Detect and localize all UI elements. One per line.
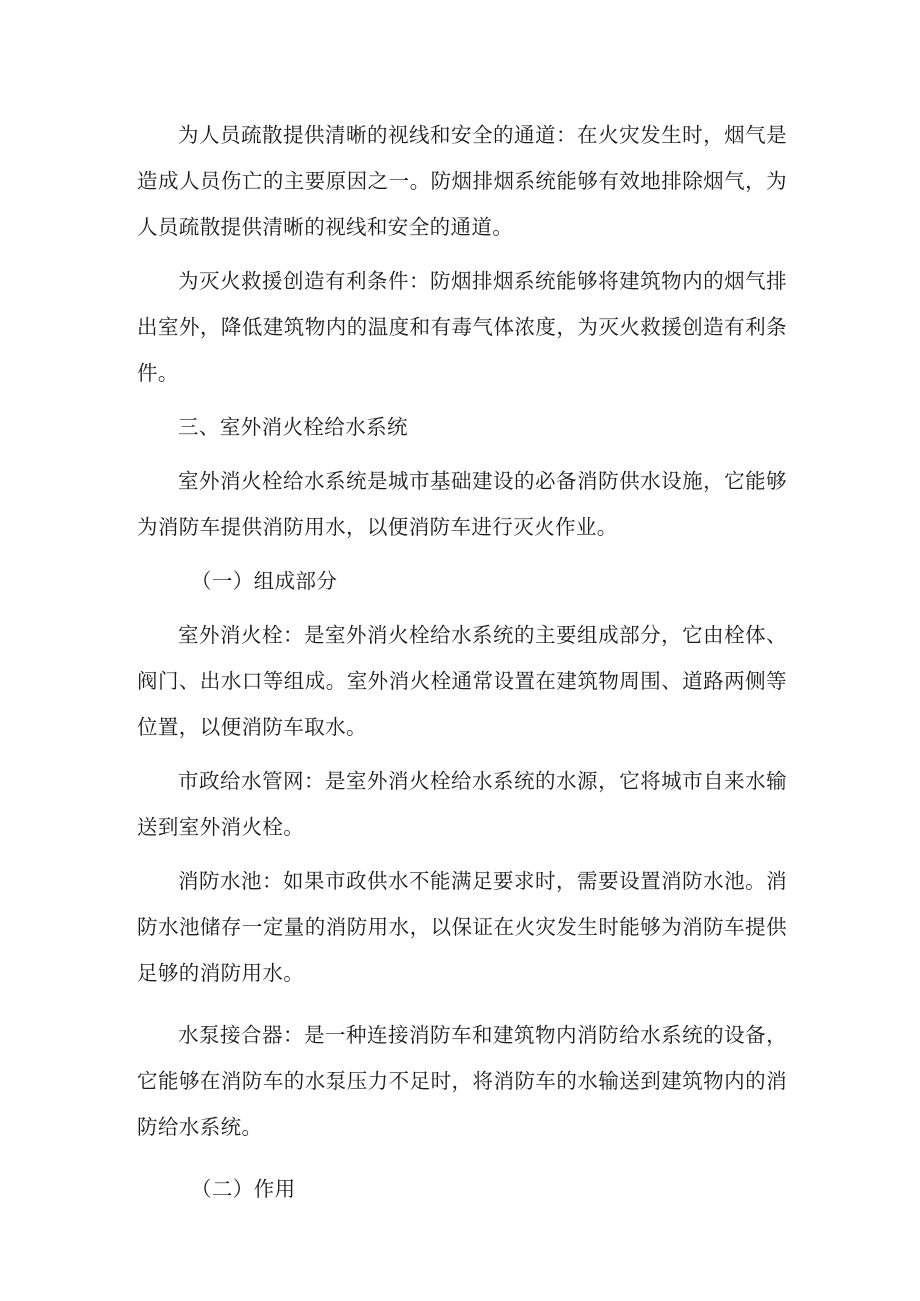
paragraph-evacuation: 为人员疏散提供清晰的视线和安全的通道：在火灾发生时，烟气是造成人员伤亡的主要原因之一。防烟排烟系统能够有效地排除烟气，为人员疏散提供清晰的视线和安全的通道。 bbox=[137, 123, 787, 239]
paragraph-outdoor-hydrant-intro: 室外消火栓给水系统是城市基础建设的必备消防供水设施，它能够为消防车提供消防用水，以便消防车进行灭火作业。 bbox=[137, 469, 787, 539]
paragraph-pump-adapter: 水泵接合器：是一种连接消防车和建筑物内消防给水系统的设备，它能够在消防车的水泵压力不足时，将消防车的水输送到建筑物内的消防给水系统。 bbox=[137, 1023, 787, 1139]
paragraph-municipal-pipe-network: 市政给水管网：是室外消火栓给水系统的水源，它将城市自来水输送到室外消火栓。 bbox=[137, 769, 787, 839]
paragraph-outdoor-hydrant: 室外消火栓：是室外消火栓给水系统的主要组成部分，它由栓体、阀门、出水口等组成。室外消火栓通常设置在建筑物周围、道路两侧等位置，以便消防车取水。 bbox=[137, 623, 787, 739]
document-body bbox=[137, 112, 787, 1212]
subheading-components: （一）组成部分 bbox=[191, 569, 338, 593]
section-heading-outdoor-hydrant: 三、室外消火栓给水系统 bbox=[178, 415, 408, 439]
paragraph-firefighting-conditions: 为灭火救援创造有利条件：防烟排烟系统能够将建筑物内的烟气排出室外，降低建筑物内的温度和有毒气体浓度，为灭火救援创造有利条件。 bbox=[137, 269, 787, 385]
subheading-function: （二）作用 bbox=[191, 1177, 296, 1201]
paragraph-fire-pool: 消防水池：如果市政供水不能满足要求时，需要设置消防水池。消防水池储存一定量的消防用水，以保证在火灾发生时能够为消防车提供足够的消防用水。 bbox=[137, 869, 787, 985]
